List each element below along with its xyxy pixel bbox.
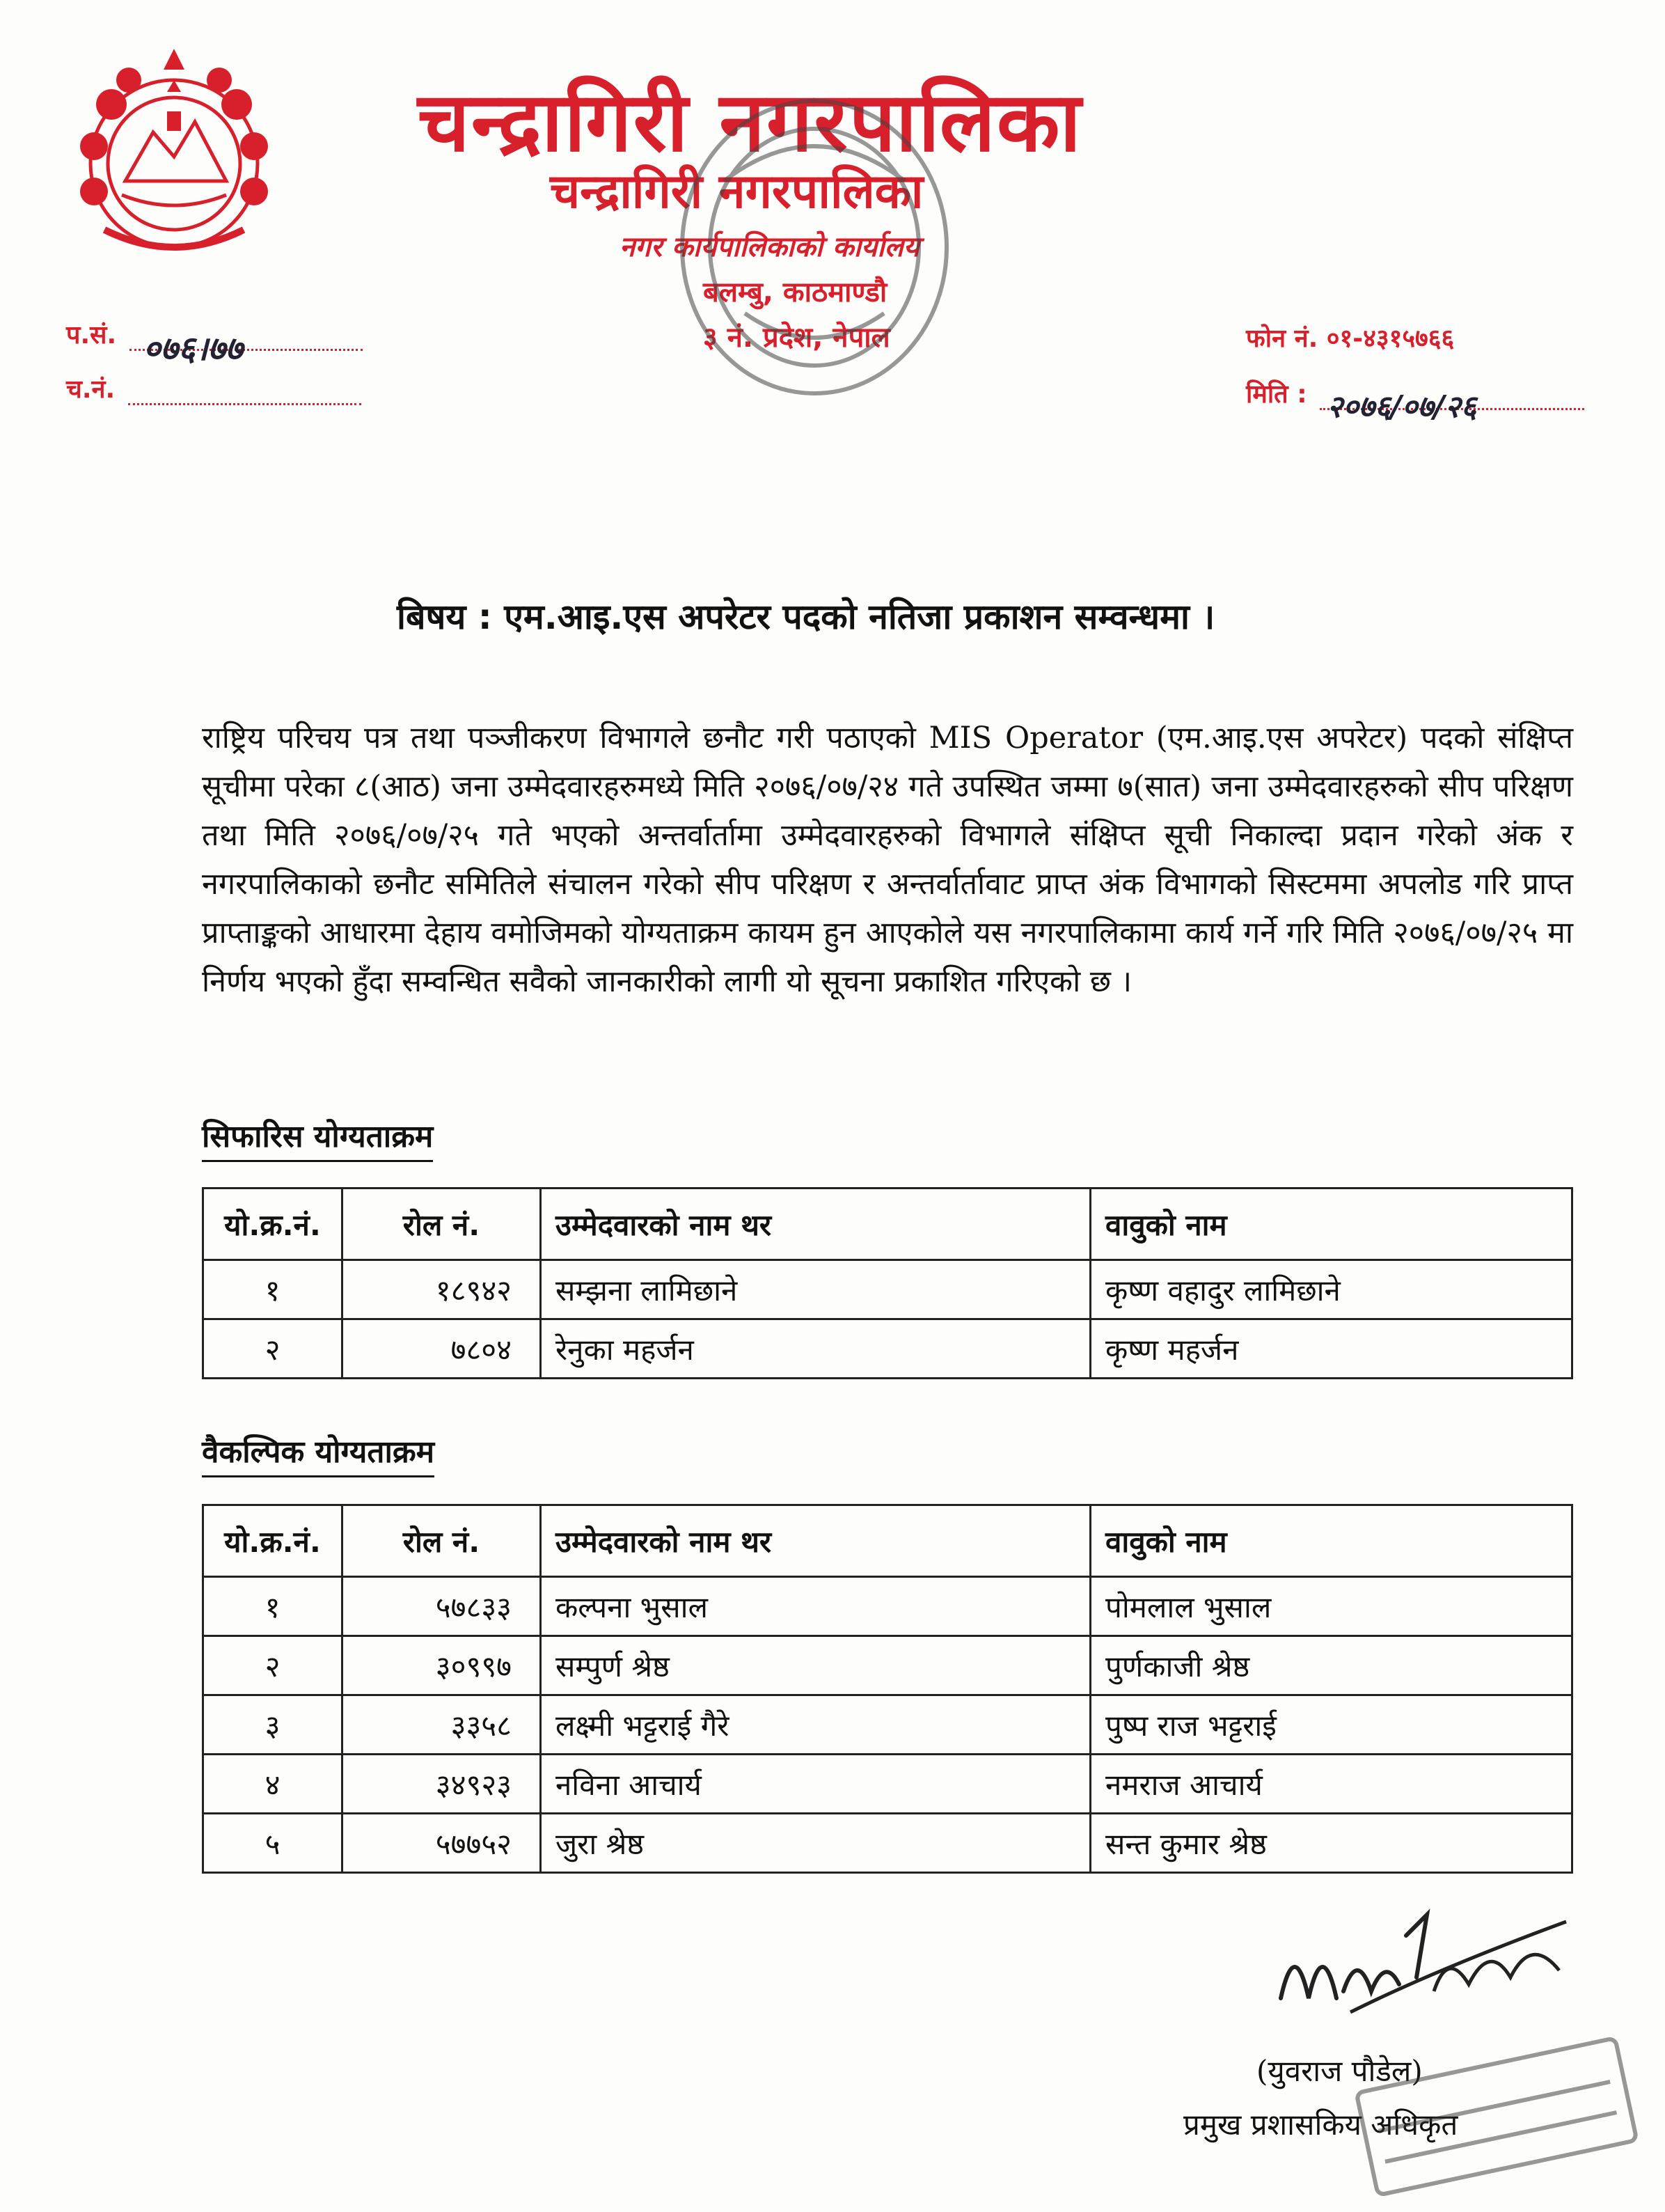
column-header: रोल नं. xyxy=(342,1505,541,1577)
office-province: ३ नं. प्रदेश, नेपाल xyxy=(703,322,890,354)
office-address: बलम्बु, काठमाण्डौ xyxy=(703,276,887,308)
municipality-subtitle: चन्द्रागिरी नगरपालिका xyxy=(550,164,924,219)
reference-number-value: ०७६।७७ xyxy=(143,329,243,368)
table-header-row xyxy=(203,1189,1572,1260)
municipality-title: चन्द्रागिरी नगरपालिका xyxy=(418,74,1083,170)
father-name: कृष्ण वहादुर लामिछाने xyxy=(1091,1260,1572,1319)
roll-number: ३०९९७ xyxy=(342,1636,541,1695)
father-name: सन्त कुमार श्रेष्ठ xyxy=(1091,1814,1572,1873)
candidate-name: कल्पना भुसाल xyxy=(541,1577,1091,1636)
column-header: उम्मेदवारको नाम थर xyxy=(541,1189,1091,1260)
handwritten-signature-icon xyxy=(1267,1894,1580,2033)
recommended-list-heading: सिफारिस योग्यताक्रम xyxy=(202,1114,433,1162)
serial-number: ४ xyxy=(203,1755,342,1814)
signatory-designation: प्रमुख प्रशासकिय अधिकृत xyxy=(1183,2108,1458,2142)
candidate-name: लक्ष्मी भट्टराई गैरे xyxy=(541,1695,1091,1755)
roll-number: १८९४२ xyxy=(342,1260,541,1319)
roll-number: ५७७५२ xyxy=(342,1814,541,1873)
serial-number: १ xyxy=(203,1577,342,1636)
serial-number: २ xyxy=(203,1636,342,1695)
father-name: पुष्प राज भट्टराई xyxy=(1091,1695,1572,1755)
office-seal-icon xyxy=(668,84,961,411)
reference-number: प.सं. ०७६।७७ xyxy=(66,317,363,351)
father-name: पुर्णकाजी श्रेष्ठ xyxy=(1091,1636,1572,1695)
serial-number: ३ xyxy=(203,1695,342,1755)
alternate-list-heading: वैकल्पिक योग्यताक्रम xyxy=(202,1429,434,1477)
candidate-name: सम्झना लामिछाने xyxy=(541,1260,1091,1319)
table-row xyxy=(203,1577,1572,1636)
table-header-row xyxy=(203,1505,1572,1577)
column-header: रोल नं. xyxy=(342,1189,541,1260)
roll-number: ७८०४ xyxy=(342,1319,541,1379)
signatory-name: (युवराज पौडेल) xyxy=(1256,2054,1423,2088)
rubber-stamp-icon xyxy=(1350,2037,1643,2197)
father-name: पोमलाल भुसाल xyxy=(1091,1577,1572,1636)
serial-number: २ xyxy=(203,1319,342,1379)
nepal-emblem-icon xyxy=(63,42,285,272)
table-row xyxy=(203,1814,1572,1873)
column-header: वावुको नाम xyxy=(1091,1189,1572,1260)
phone-number: फोन नं. ०१-४३१५७६६ xyxy=(1246,324,1455,353)
candidate-name: नविना आचार्य xyxy=(541,1755,1091,1814)
recommended-list-table xyxy=(202,1187,1573,1379)
body-paragraph: राष्ट्रिय परिचय पत्र तथा पञ्जीकरण विभागले छनौट गरी पठाएको MIS Operator (एम.आइ.एस अपरेटर) पदको संक्षिप्त सूचीमा परेका ८(आठ) जना उम्मेदवारहरुमध्ये मिति २०७६/०७/२४ गते उपस्थित जम्मा ७(सात) जना उम्मेदवारहरुको सीप परिक्षण तथा मिति २०७६/०७/२५ गते भएको अन्तर्वार्तामा उम्मेदवारहरुको विभागले संक्षिप्त सूची निकाल्दा प्रदान गरेको अंक र नगरपालिकाको छनौट समितिले संचालन गरेको सीप परिक्षण र अन्तर्वार्तावाट प्राप्त अंक विभागको सिस्टममा अपलोड गरि प्राप्त प्राप्ताङ्कको आधारमा देहाय वमोजिमको योग्यताक्रम कायम हुन आएकोले यस नगरपालिकामा कार्य गर्ने गरि मिति २०७६/०७/२५ मा निर्णय भएको हुँदा सम्वन्धित सवैको जानकारीको लागी यो सूचना प्रकाशित गरिएको छ । xyxy=(202,721,1573,999)
candidate-name: सम्पुर्ण श्रेष्ठ xyxy=(541,1636,1091,1695)
letter-date-value: २०७६/०७/२६ xyxy=(1327,389,1477,425)
table-row xyxy=(203,1755,1572,1814)
candidate-name: रेनुका महर्जन xyxy=(541,1319,1091,1379)
alternate-list-table xyxy=(202,1504,1573,1874)
column-header: यो.क्र.नं. xyxy=(203,1505,342,1577)
subject-line: बिषय : एम.आइ.एस अपरेटर पदको नतिजा प्रकाशन सम्वन्धमा । xyxy=(397,597,1215,637)
roll-number: ३४९२३ xyxy=(342,1755,541,1814)
table-row xyxy=(203,1319,1572,1379)
office-name: नगर कार्यपालिकाको कार्यालय xyxy=(620,231,920,263)
column-header: उम्मेदवारको नाम थर xyxy=(541,1505,1091,1577)
table-row xyxy=(203,1260,1572,1319)
father-name: कृष्ण महर्जन xyxy=(1091,1319,1572,1379)
letter-date: मिति : २०७६/०७/२६ xyxy=(1246,376,1584,410)
candidate-name: जुरा श्रेष्ठ xyxy=(541,1814,1091,1873)
column-header: यो.क्र.नं. xyxy=(203,1189,342,1260)
table-row xyxy=(203,1695,1572,1755)
serial-number: १ xyxy=(203,1260,342,1319)
roll-number: ३३५८ xyxy=(342,1695,541,1755)
serial-number: ५ xyxy=(203,1814,342,1873)
column-header: वावुको नाम xyxy=(1091,1505,1572,1577)
dispatch-number: च.नं. xyxy=(66,371,361,405)
father-name: नमराज आचार्य xyxy=(1091,1755,1572,1814)
roll-number: ५७८३३ xyxy=(342,1577,541,1636)
table-row xyxy=(203,1636,1572,1695)
